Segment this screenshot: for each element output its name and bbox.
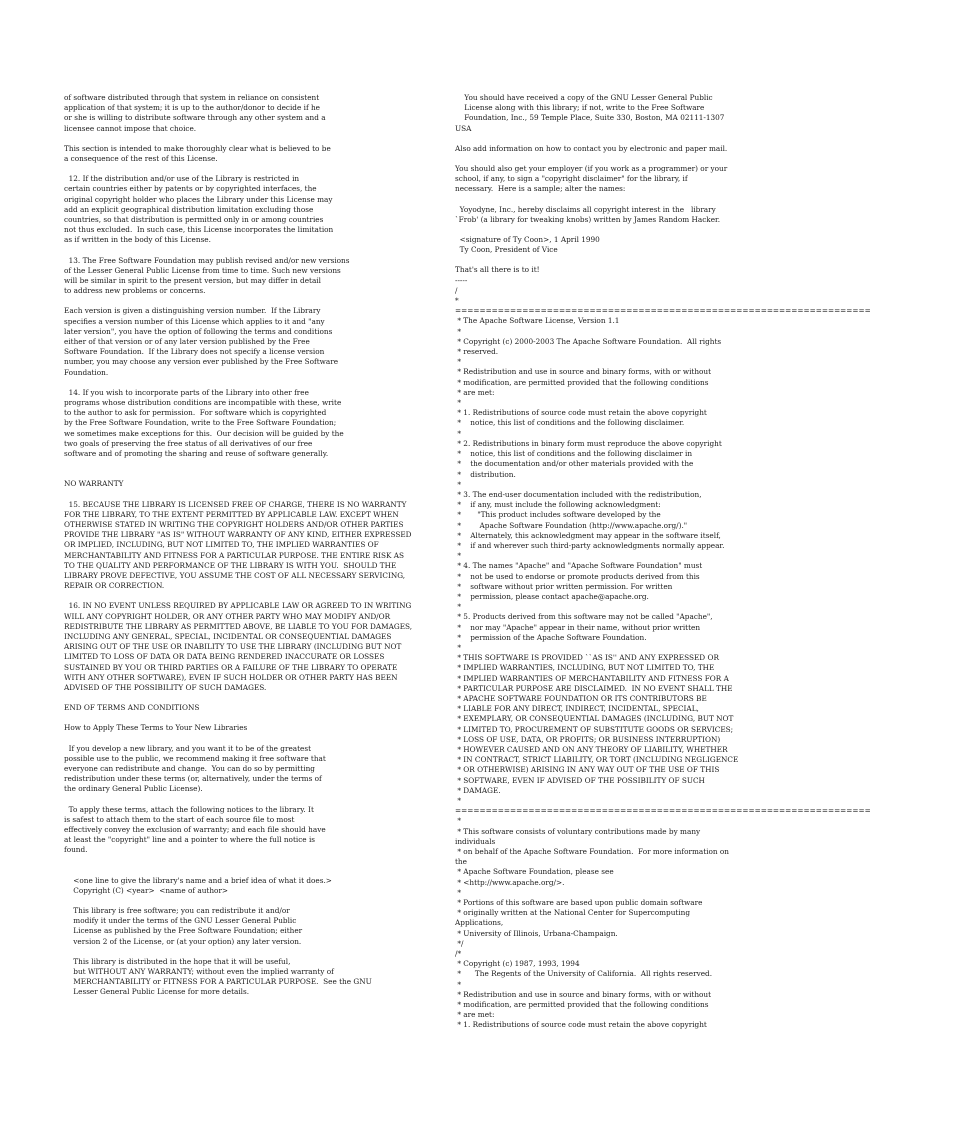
heading-how-to-apply: How to Apply These Terms to Your New Libraries [64, 723, 248, 733]
paragraph-clause-15: 15. BECAUSE THE LIBRARY IS LICENSED FREE OF CHARGE, THERE IS NO WARRANTY FOR THE LIBRARY, TO THE EXTENT PERMITTED BY APPLICABLE LAW. EXCEPT WHEN OTHERWISE STATED IN WRITING THE COPYRIGHT HOLDERS AND/OR OTHER PARTIES PROVIDE THE LIBRARY "AS IS" WITHOUT WARRANTY OF ANY KIND, EITHER EXPRESSED OR IMPLIED, INCLUDING, BUT NOT LIMITED TO, THE IMPLIED WARRANTIES OF MERCHANTABILITY AND FITNESS FOR A PARTICULAR PURPOSE. THE ENTIRE RISK AS TO THE QUALITY AND PERFORMANCE OF THE LIBRARY IS WITH YOU. SHOULD THE LIBRARY PROVE DEFECTIVE, YOU ASSUME THE COST OF ALL NECESSARY SERVICING, REPAIR OR CORRECTION. [64, 499, 412, 591]
paragraph-clause-13: 13. The Free Software Foundation may publish revised and/or new versions of the Lesser General Public License from time to time. Such new versions will be similar in spirit to the present version, but may differ in detail to address new problems or concerns. [64, 255, 350, 296]
sample-disclaimer: Yoyodyne, Inc., hereby disclaims all copyright interest in the library `Frob' (a library for tweaking knobs) written by James Random Hacker. [455, 204, 721, 224]
paragraph-distribution-choice: of software distributed through that system in reliance on consistent application of that system; it is up to the author/donor to decide if he or she is willing to distribute software through any other system and a licensee cannot impose that choice. [64, 93, 326, 133]
right-column [455, 93, 871, 1031]
notice-no-warranty: This library is distributed in the hope that it will be useful, but WITHOUT ANY WARRANTY; without even the implied warranty of MERCHANTABILITY or FITNESS FOR A PARTICULAR PURPOSE. See the GNU Lesser General Public License for more details. [73, 956, 372, 997]
paragraph-apply-terms: To apply these terms, attach the following notices to the library. It is safest to attach them to the start of each source file to most effectively convey the exclusion of warranty; and each file should have at least the "copyright" line and a pointer to where the full notice is found. [64, 804, 326, 855]
paragraph-employer-disclaimer: You should also get your employer (if you work as a programmer) or your school, if any, to sign a "copyright disclaimer" for the library, if necessary. Here is a sample; alter the names: [455, 164, 728, 194]
notice-library-name: <one line to give the library's name and a brief idea of what it does.> Copyright (C) <year> <name of author> [73, 875, 332, 895]
paragraph-develop-library: If you develop a new library, and you want it to be of the greatest possible use to the public, we recommend making it free software that everyone can redistribute and change. You can do so by permitting redistribution under these terms (or, alternatively, under the terms of the ordinary General Public License). [64, 743, 326, 794]
heading-no-warranty: NO WARRANTY [64, 479, 124, 489]
paragraph-clause-14: 14. If you wish to incorporate parts of the Library into other free programs whose distribution conditions are incompatible with these, write to the author to ask for permission. For software which is copyrighted by the Free Software Foundation, write to the Free Software Foundation; we sometimes make exceptions for this. Our decision will be guided by the two goals of preserving the free status of all derivatives of our free software and of promoting the sharing and reuse of software generally. [64, 387, 344, 459]
heading-end-of-terms: END OF TERMS AND CONDITIONS [64, 703, 200, 713]
paragraph-clause-16: 16. IN NO EVENT UNLESS REQUIRED BY APPLICABLE LAW OR AGREED TO IN WRITING WILL ANY COPYRIGHT HOLDER, OR ANY OTHER PARTY WHO MAY MODIFY AND/OR REDISTRIBUTE THE LIBRARY AS PERMITTED ABOVE, BE LIABLE TO YOU FOR DAMAGES, INCLUDING ANY GENERAL, SPECIAL, INCIDENTAL OR CONSEQUENTIAL DAMAGES ARISING OUT OF THE USE OR INABILITY TO USE THE LIBRARY (INCLUDING BUT NOT LIMITED TO LOSS OF DATA OR DATA BEING RENDERED INACCURATE OR LOSSES SUSTAINED BY YOU OR THIRD PARTIES OR A FAILURE OF THE LIBRARY TO OPERATE WITH ANY OTHER SOFTWARE), EVEN IF SUCH HOLDER OR OTHER PARTY HAS BEEN ADVISED OF THE POSSIBILITY OF SUCH DAMAGES. [64, 601, 413, 692]
apache-license-block: That's all there is to it! ----- / * ==================================================================== * The Apache Software License, Version 1.1 * * Copyright (c) 2000-2003 The Apache Software Foundation. All rights * reserved. * * Redistribution and use in source and binary forms, with or without * modification, are permitted provided that the following conditions * are met: * * 1. Redistributions of source code must retain the above copyright * notice, this list of conditions and the following disclaimer. * * 2. Redistributions in binary form must reproduce the above copyright * notice, this list of conditions and the following disclaimer in * the documentation and/or other materials provided with the * distribution. * * 3. The end-user documentation included with the redistribution, * if any, must include the following acknowledgment: * "This product includes software developed by the * Apache Software Foundation (http://www.apache.org/)." * Alternately, this acknowledgment may appear in the software itself, * if and wherever such third-party acknowledgments normally appear. * * 4. The names "Apache" and "Apache Software Foundation" must * not be used to endorse or promote products derived from this * software without prior written permission. For written * permission, please contact apache@apache.org. * * 5. Products derived from this software may not be called "Apache", * nor may "Apache" appear in their name, without prior written * permission of the Apache Software Foundation. * * THIS SOFTWARE IS PROVIDED ``AS IS'' AND ANY EXPRESSED OR * IMPLIED WARRANTIES, INCLUDING, BUT NOT LIMITED TO, THE * IMPLIED WARRANTIES OF MERCHANTABILITY AND FITNESS FOR A * PARTICULAR PURPOSE ARE DISCLAIMED. IN NO EVENT SHALL THE * APACHE SOFTWARE FOUNDATION OR ITS CONTRIBUTORS BE * LIABLE FOR ANY DIRECT, INDIRECT, INCIDENTAL, SPECIAL, * EXEMPLARY, OR CONSEQUENTIAL DAMAGES (INCLUDING, BUT NOT * LIMITED TO, PROCUREMENT OF SUBSTITUTE GOODS OR SERVICES; * LOSS OF USE, DATA, OR PROFITS; OR BUSINESS INTERRUPTION) * HOWEVER CAUSED AND ON ANY THEORY OF LIABILITY, WHETHER * IN CONTRACT, STRICT LIABILITY, OR TORT (INCLUDING NEGLIGENCE * OR OTHERWISE) ARISING IN ANY WAY OUT OF THE USE OF THIS * SOFTWARE, EVEN IF ADVISED OF THE POSSIBILITY OF SUCH * DAMAGE. * ==================================================================== * * This software consists of voluntary contributions made by many individuals * on behalf of the Apache Software Foundation. For more information on the * Apache Software Foundation, please see * <http://www.apache.org/>. * * Portions of this software are based upon public domain software * originally written at the National Center for Supercomputing Applications, * University of Illinois, Urbana-Champaign. */ /* * Copyright (c) 1987, 1993, 1994 * The Regents of the University of California. All rights reserved. * * Redistribution and use in source and binary forms, with or without * modification, are permitted provided that the following conditions * are met: * 1. Redistributions of source code must retain the above copyright [455, 265, 871, 1030]
paragraph-contact-info: Also add information on how to contact you by electronic and paper mail. [455, 143, 728, 153]
sample-signature: <signature of Ty Coon>, 1 April 1990 Ty Coon, President of Vice [459, 235, 600, 255]
left-column [64, 93, 456, 998]
paragraph-section-intent: This section is intended to make thoroughly clear what is believed to be a consequence of the rest of this License. [64, 143, 331, 164]
notice-received-copy: You should have received a copy of the GNU Lesser General Public License along with this library; if not, write to the Free Software Foundation, Inc., 59 Temple Place, Suite 330, Boston, MA 02111-1307 USA [455, 93, 725, 133]
paragraph-clause-12: 12. If the distribution and/or use of the Library is restricted in certain countries either by patents or by copyrighted interfaces, the original copyright holder who places the Library under this License may add an explicit geographical distribution limitation excluding those countries, so that distribution is permitted only in or among countries not thus excluded. In such case, this License incorporates the limitation as if written in the body of this License. [64, 174, 334, 245]
notice-free-software: This library is free software; you can redistribute it and/or modify it under the terms of the GNU Lesser General Public License as published by the Free Software Foundation; either version 2 of the License, or (at your option) any later version. [73, 906, 303, 946]
paragraph-version-number: Each version is given a distinguishing version number. If the Library specifies a version number of this License which applies to it and "any later version", you have the option of following the terms and conditions either of that version or of any later version published by the Free Software Foundation. If the Library does not specify a license version number, you may choose any version ever published by the Free Software Foundation. [64, 306, 339, 377]
